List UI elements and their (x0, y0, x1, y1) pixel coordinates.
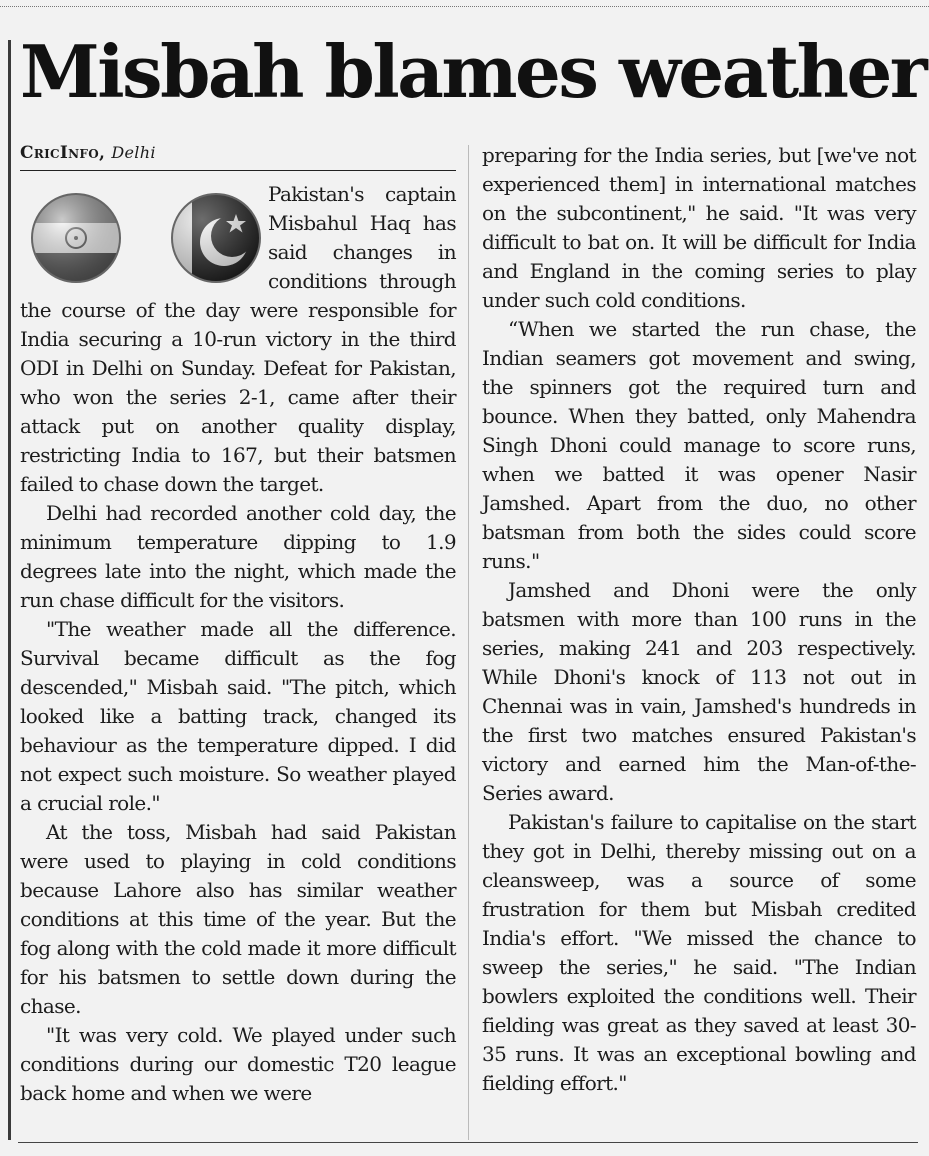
article-column-1 (20, 180, 456, 1108)
paragraph: Jamshed and Dhoni were the only batsmen with more than 100 runs in the series, making 241 and 203 respectively. While Dhoni's knock of 113 not out in Chennai was in vain, Jamshed's hundreds in the first two matches ensured Pakistan's victory and earned him the Man-of-the-Series award. (482, 578, 916, 805)
top-dotted-rule (0, 6, 929, 7)
byline (20, 143, 156, 163)
article-column-2 (482, 141, 916, 1098)
flag-group (20, 180, 268, 292)
paragraph: Pakistan's captain Misbahul Haq has said changes in conditions through the course of the day were responsible for India securing a 10-run victory in the third ODI in Delhi on Sunday. Defeat for Pakistan, who won the series 2-1, came after their attack put on another quality display, restricting India to 167, but their batsmen failed to chase down the target. (20, 182, 456, 496)
bottom-rule (18, 1142, 918, 1143)
paragraph: "The weather made all the difference. Survival became difficult as the fog descended," Misbah said. "The pitch, which looked like a batting track, changed its behaviour as the temperature dipped. I did not expect such moisture. So weather played a crucial role." (20, 617, 456, 815)
pakistan-flag-icon (170, 192, 262, 284)
paragraph: "It was very cold. We played under such conditions during our domestic T20 league back home and when we were (20, 1023, 456, 1105)
paragraph: At the toss, Misbah had said Pakistan were used to playing in cold conditions because Lahore also has similar weather conditions at this time of the year. But the fog along with the cold made it more difficult for his batsmen to settle down during the chase. (20, 820, 456, 1018)
paragraph: preparing for the India series, but [we've not experienced them] in international matches on the subcontinent," he said. "It was very difficult to bat on. It will be difficult for India and England in the coming series to play under such cold conditions. (482, 143, 916, 312)
headline: Misbah blames weather (20, 29, 926, 114)
left-border-rule (8, 40, 11, 1140)
byline-rule (20, 170, 456, 171)
column-divider (468, 145, 469, 1140)
byline-source: CricInfo, (20, 143, 106, 163)
india-flag-icon (30, 192, 122, 284)
paragraph: Delhi had recorded another cold day, the minimum temperature dipping to 1.9 degrees late into the night, which made the run chase difficult for the visitors. (20, 501, 456, 612)
byline-place: Delhi (111, 143, 156, 162)
paragraph: Pakistan's failure to capitalise on the start they got in Delhi, thereby missing out on a cleansweep, was a source of some frustration for them but Misbah credited India's effort. "We missed the chance to sweep the series," he said. "The Indian bowlers exploited the conditions well. Their fielding was great as they saved at least 30-35 runs. It was an exceptional bowling and fielding effort." (482, 810, 916, 1095)
paragraph: “When we started the run chase, the Indian seamers got movement and swing, the spinners got the required turn and bounce. When they batted, only Mahendra Singh Dhoni could manage to score runs, when we batted it was opener Nasir Jamshed. Apart from the duo, no other batsman from both the sides could score runs." (482, 317, 916, 573)
